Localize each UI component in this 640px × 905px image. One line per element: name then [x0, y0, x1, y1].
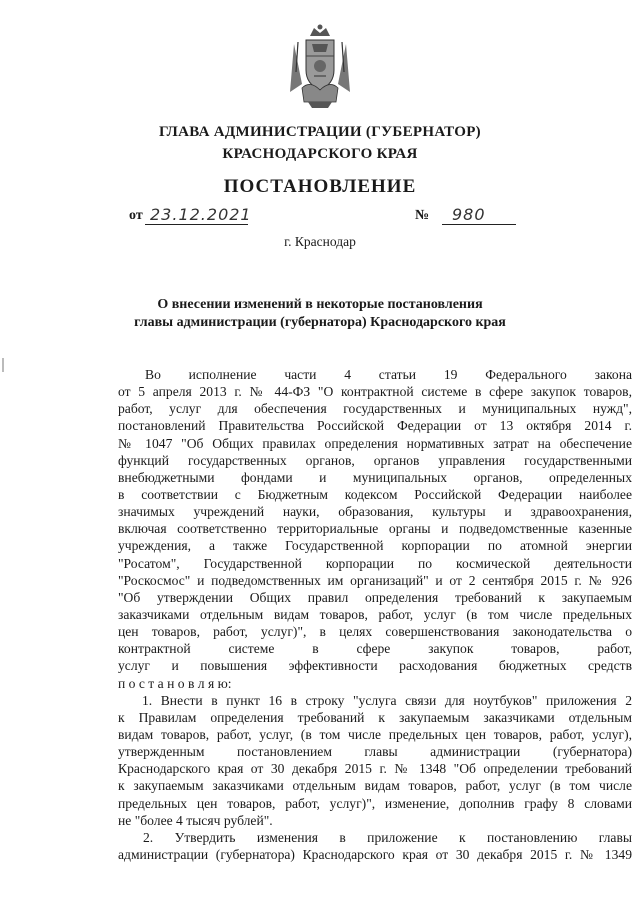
issuer-title-line-2: КРАСНОДАРСКОГО КРАЯ	[222, 146, 418, 162]
body-line: заказчиками отдельным видам товаров, работ, услуг (в том числе предельных	[118, 606, 632, 622]
body-line: работ, услуг для обеспечения государственных и муниципальных нужд",	[118, 401, 632, 417]
body-line: внебюджетными фондами и муниципальных органов, определенных	[118, 469, 632, 485]
body-line: учреждения, а также Государственной корпорации по атомной энергии	[118, 538, 632, 554]
resolve-clause: п о с т а н о в л я ю:	[118, 675, 232, 691]
body-line: "Роскосмос" и подведомственных им организаций" и от 2 сентября 2015 г. № 926	[118, 572, 632, 588]
body-line: от 5 апреля 2013 г. № 44-ФЗ "О контрактной системе в сфере закупок товаров,	[118, 384, 632, 400]
number-label: №	[415, 208, 430, 223]
body-line: к Правилам определения требований к закупаемым заказчиками отдельным	[118, 709, 632, 725]
document-title-line-2: главы администрации (губернатора) Краснодарского края	[134, 315, 506, 330]
number-underline	[442, 224, 516, 225]
issuer-title-line-1: ГЛАВА АДМИНИСТРАЦИИ (ГУБЕРНАТОР)	[159, 124, 481, 140]
body-line: включая соответственно территориальные органы и подведомственные казенные	[118, 521, 632, 537]
body-line: постановлений Правительства Российской Федерации от 13 октября 2014 г.	[118, 418, 632, 434]
body-line: функций государственных органов, органов управления государственными	[118, 452, 632, 468]
body-line: Краснодарского края от 30 декабря 2015 г. № 1348 "Об определении требований	[118, 761, 632, 777]
document-title-line-1: О внесении изменений в некоторые постановления	[157, 297, 483, 312]
number-value: 980	[452, 205, 486, 224]
body-line: в соответствии с Бюджетным кодексом Российской Федерации наиболее	[118, 486, 632, 502]
document-type: ПОСТАНОВЛЕНИЕ	[223, 176, 417, 197]
document-body	[118, 366, 632, 863]
city-name: г. Краснодар	[284, 234, 356, 249]
body-line: 1. Внести в пункт 16 в строку "услуга связи для ноутбуков" приложения 2	[142, 692, 632, 708]
scan-artifact	[2, 358, 4, 372]
date-number-row	[0, 205, 640, 227]
body-line: № 1047 "Об Общих правилах определения нормативных затрат на обеспечение	[118, 435, 632, 451]
body-line: предельных цен товаров, работ, услуг)", изменение, дополнив графу 8 словами	[118, 795, 632, 811]
body-line: 2. Утвердить изменения в приложение к постановлению главы	[143, 829, 632, 845]
body-line: видам товаров, работ, услуг, (в том числе предельных цен товаров, работ, услуг),	[118, 726, 632, 742]
body-line: к закупаемым заказчиками отдельным видам товаров, работ, услуг (в том числе	[118, 778, 632, 794]
date-value: 23.12.2021	[150, 205, 252, 224]
body-line: "Об утверждении Общих правил определения требований к закупаемым	[118, 589, 632, 605]
body-line: контрактной системе в сфере закупок товаров, работ,	[118, 641, 632, 657]
body-line: не "более 4 тысяч рублей".	[118, 812, 273, 828]
body-line: утвержденным постановлением главы администрации (губернатора)	[118, 744, 632, 760]
body-line: Во исполнение части 4 статьи 19 Федерального закона	[145, 367, 632, 382]
body-line: услуг и повышения эффективности расходования бюджетных средств	[118, 658, 632, 674]
date-label: от	[129, 208, 143, 223]
body-line: "Росатом", Государственной корпорации по космической деятельности	[118, 555, 632, 571]
date-underline	[145, 224, 248, 225]
body-line: значимых учреждений науки, образования, культуры и здравоохранения,	[118, 504, 632, 520]
body-line: администрации (губернатора) Краснодарского края от 30 декабря 2015 г. № 1349	[118, 846, 632, 862]
body-line: цен товаров, работ, услуг)", в целях совершенствования законодательства о	[118, 624, 632, 640]
coat-of-arms-emblem	[288, 22, 352, 112]
